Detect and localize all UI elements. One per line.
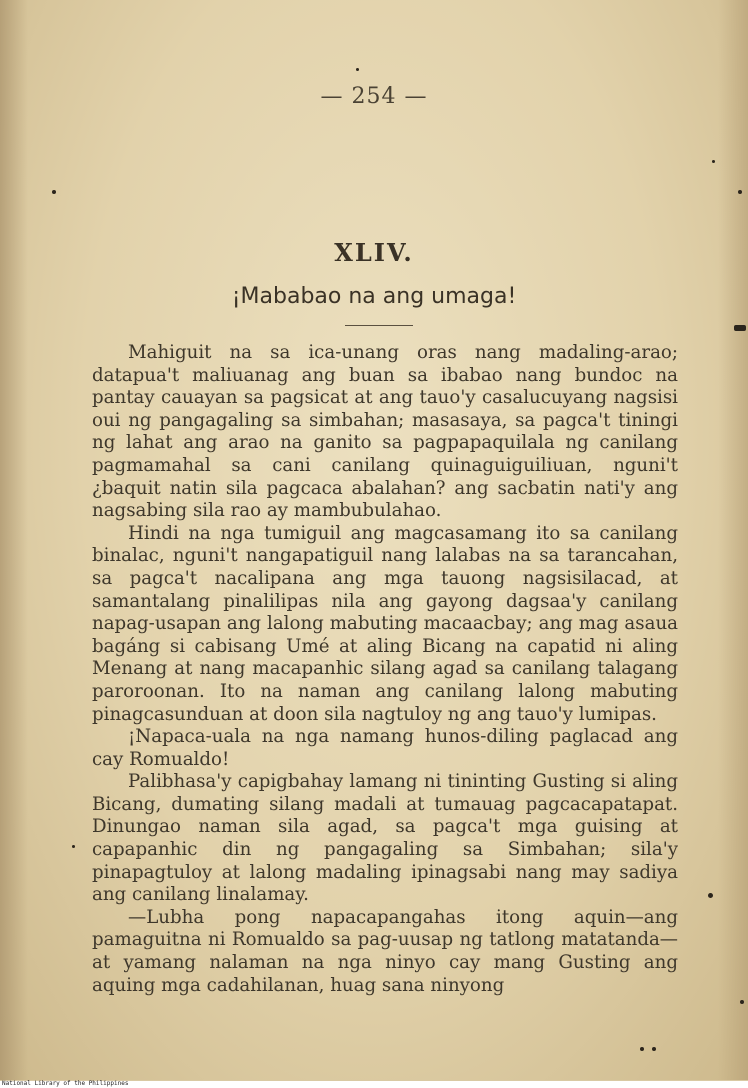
foxing-speck	[734, 325, 746, 331]
foxing-speck	[740, 1000, 744, 1004]
title-divider	[345, 325, 413, 326]
footer-credit	[0, 1081, 748, 1088]
paragraph: ¡Napaca-uala na nga namang hunos-diling paglacad ang cay Romualdo!	[92, 726, 678, 770]
page-number: — 254 —	[320, 84, 428, 109]
foxing-speck	[356, 68, 359, 71]
chapter-heading: XLIV.	[334, 238, 414, 267]
paragraph: Mahiguit na sa ica-unang oras nang madaling-arao; datapua't maliuanag ang buan sa ibabao nang bundoc na pantay cauayan sa pagsicat at ang tauo'y casalucuyang nagsisi oui ng pangagaling sa simbahan; masasaya, sa pagca't tiningi ng lahat ang arao na ganito sa pagpapaquilala ng canilang pagmamahal sa cani canilang quinaguiguiliuan, nguni't ¿baquit natin sila pagcaca abalahan? ang sacbatin nati'y ang nagsabing sila rao ay mambubulahao.	[92, 342, 678, 522]
paragraph: Hindi na nga tumiguil ang magcasamang ito sa canilang binalac, nguni't nangapatiguil nang lalabas na sa tarancahan, sa pagca't nacalipana ang mga tauong nagsisilacad, at samantalang pinalilipas nila ang gayong dagsaa'y canilang napag-usapan ang lalong mabuting macaacbay; ang mag asaua bagáng si cabisang Umé at aling Bicang na capatid ni aling Menang at nang macapanhic silang agad sa canilang talagang paroroonan. Ito na naman ang canilang lalong mabuting pinagcasunduan at doon sila nagtuloy ng ang tauo'y lumipas.	[92, 522, 678, 725]
body-text	[92, 342, 678, 997]
foxing-speck	[72, 845, 75, 848]
foxing-speck	[52, 190, 56, 194]
page-left-edge-shadow	[0, 0, 28, 1080]
foxing-speck	[738, 190, 742, 194]
foxing-speck	[708, 893, 713, 898]
footer-credit-text: National Library of the Philippines	[2, 1080, 129, 1087]
foxing-speck	[640, 1047, 644, 1051]
chapter-title: ¡Mababao na ang umaga!	[231, 284, 517, 309]
paragraph: —Lubha pong napacapangahas itong aquin—ang pamaguitna ni Romualdo sa pag-uusap ng tatlong matatanda—at yamang nalaman na nga ninyo cay mang Gusting ang aquing mga cadahilanan, huag sana ninyong	[92, 906, 678, 996]
paragraph: Palibhasa'y capigbahay lamang ni tininting Gusting si aling Bicang, dumating silang madali at tumauag pagcacapatapat. Dinungao naman sila agad, sa pagca't mga guising at capapanhic din ng pangagaling sa Simbahan; sila'y pinapagtuloy at lalong madaling ipinagsabi nang may sadiya ang canilang linalamay.	[92, 771, 678, 906]
foxing-speck	[712, 160, 715, 163]
page-right-edge-shadow	[718, 0, 748, 1080]
foxing-speck	[652, 1047, 656, 1051]
